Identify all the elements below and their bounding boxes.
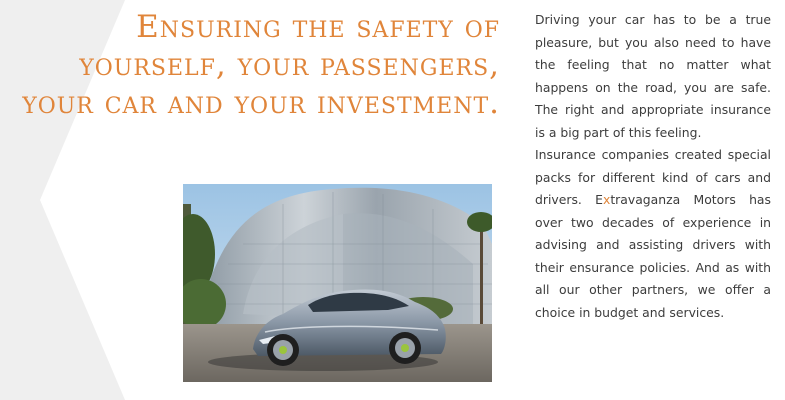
body-paragraph-2-end: travaganza Motors has over two decades of experience in advising and assisting drivers with their ensurance policies. And as with all our other partners, we offer a choice in budget and services. [535,192,771,320]
brand-accent-letter: x [602,192,611,207]
body-copy [535,9,771,324]
car-photo [183,184,492,382]
body-paragraph-2 [535,144,771,324]
body-paragraph-1: Driving your car has to be a true pleasure, but you also need to have the feeling that no matter what happens on the road, you are safe. The right and appropriate insurance is a big part of this feeling. [535,12,771,140]
section-headline: Ensuring the safety of yourself, your passengers, your car and your investment. [22,9,500,121]
body-paragraph-2-start: Insurance companies created special packs for different kind of cars and drivers. E [535,147,771,207]
